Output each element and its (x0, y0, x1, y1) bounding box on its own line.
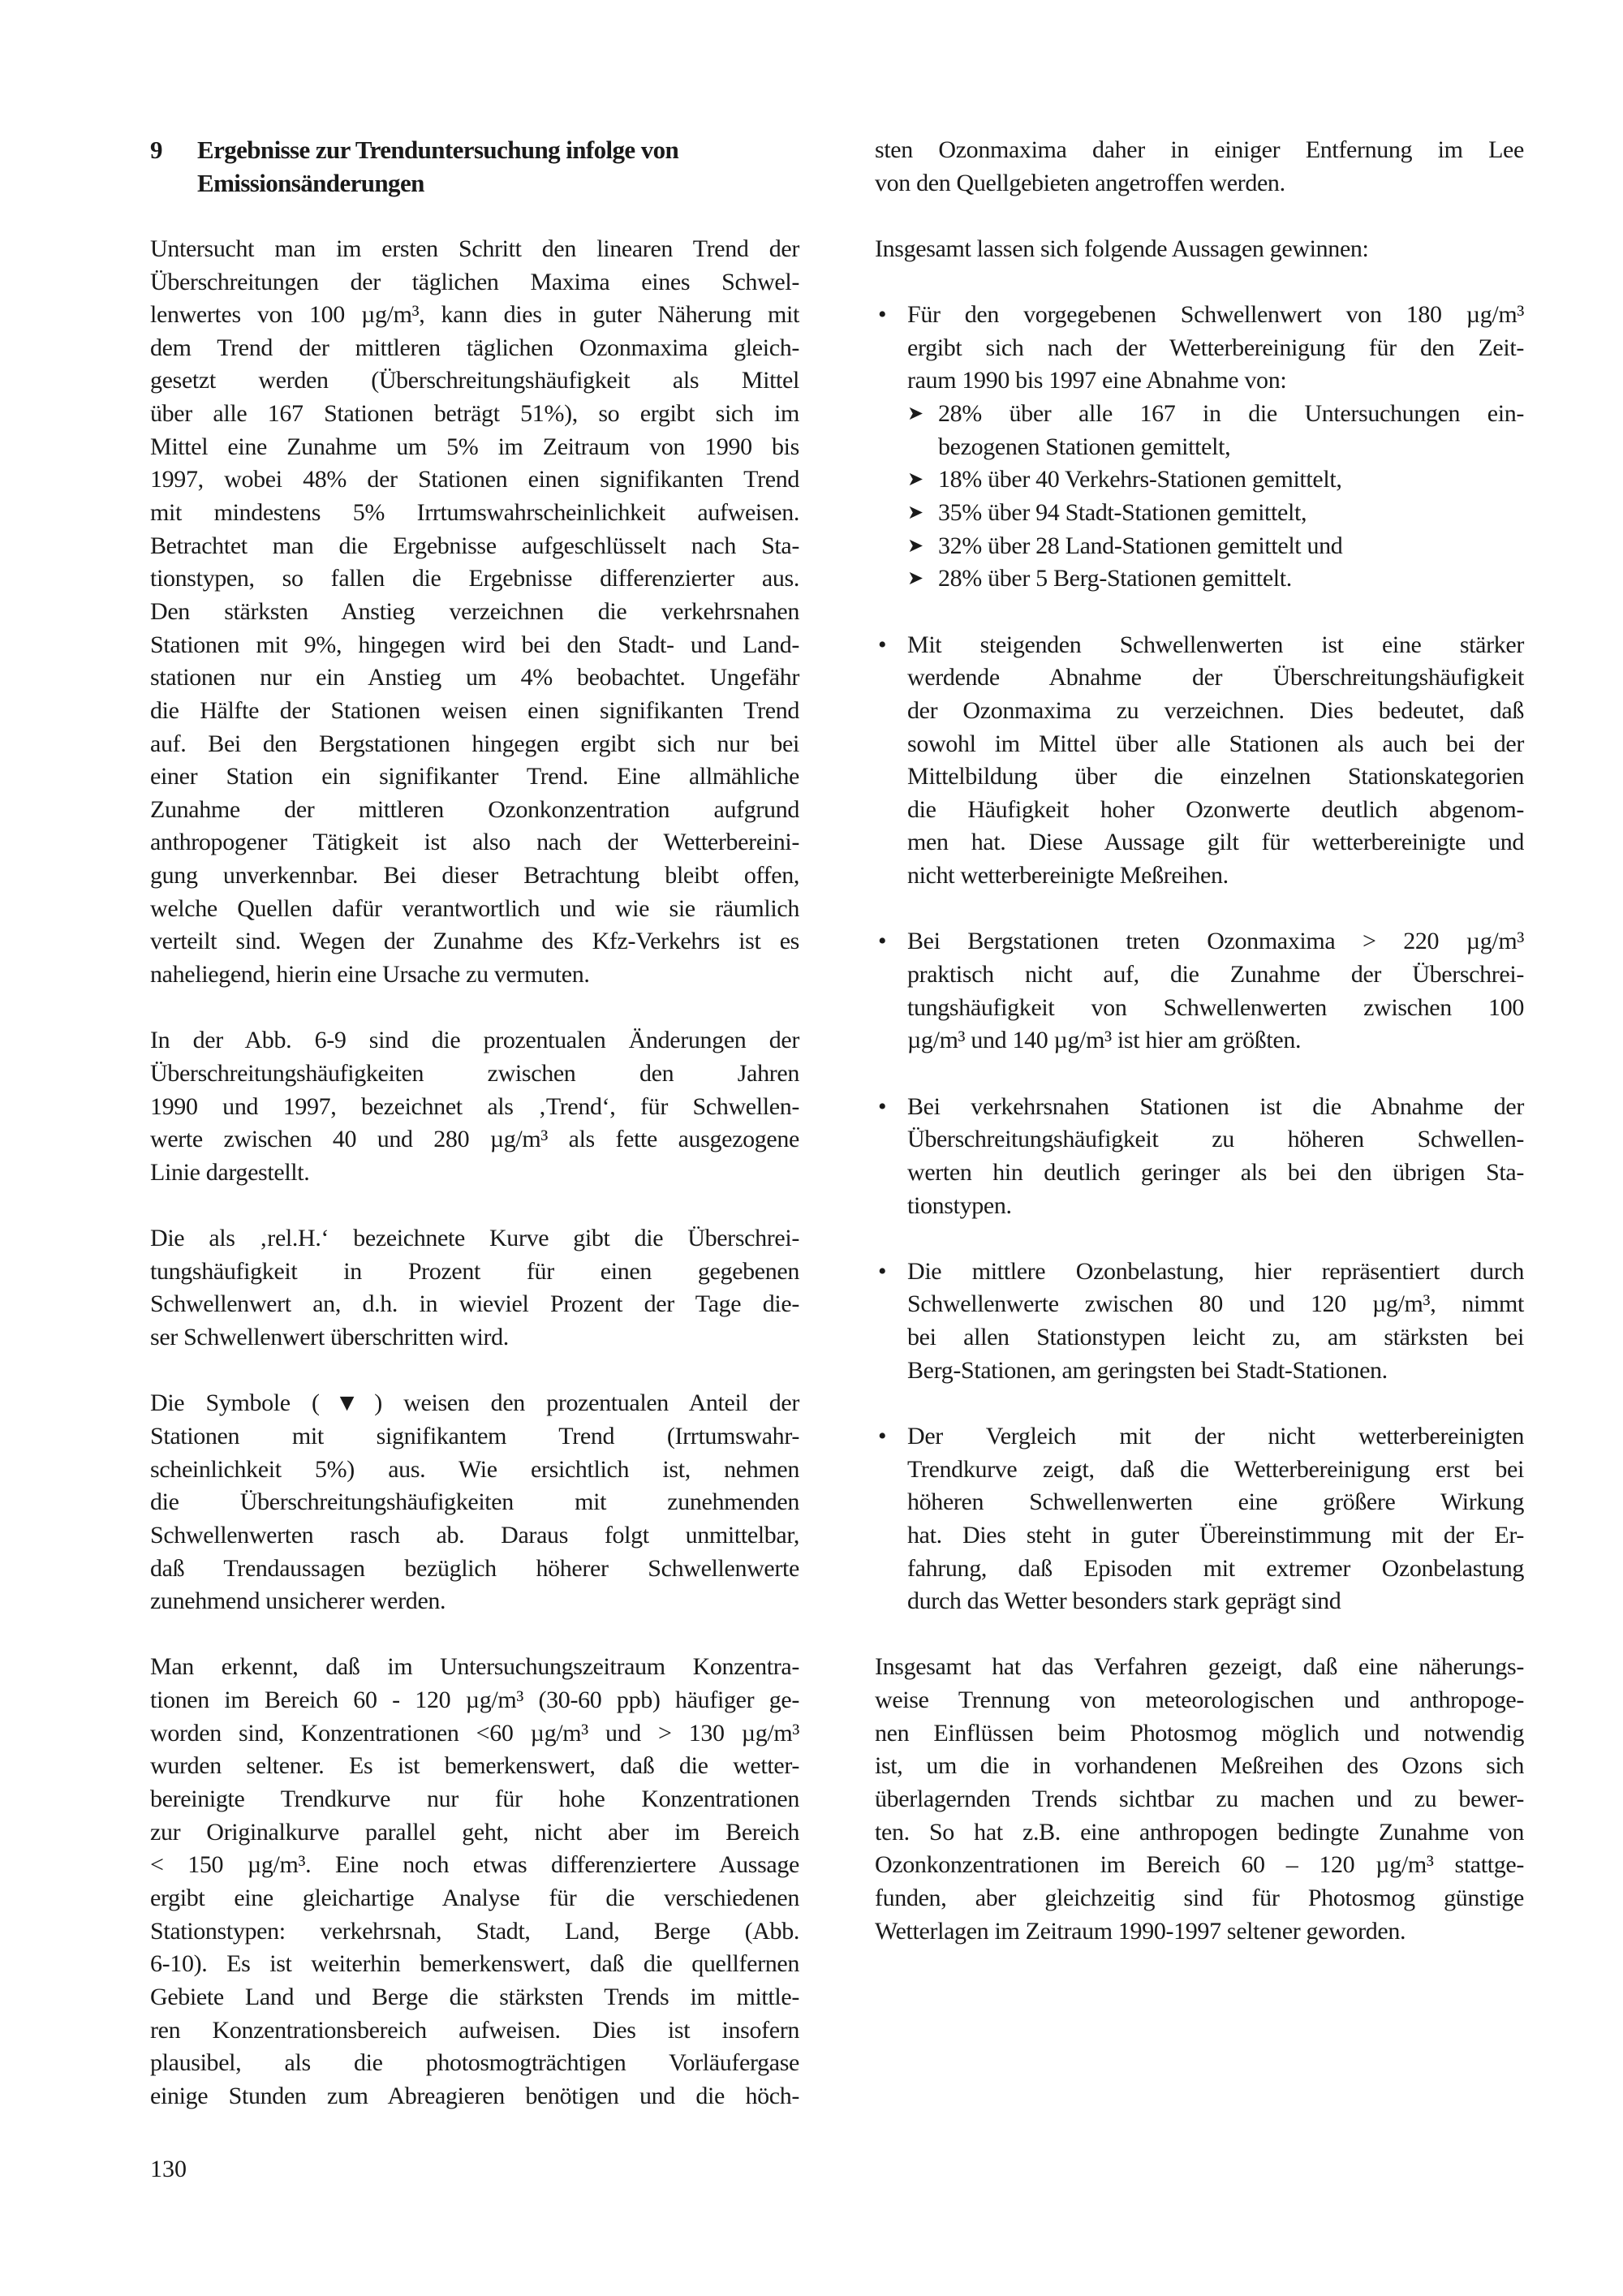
text-line: 6-10). Es ist weiterhin bemerkenswert, daß die quellfernen (150, 1950, 799, 1978)
text-line: weise Trennung von meteorologischen und anthropoge- (875, 1686, 1524, 1714)
text-line: ren Konzentrationsbereich aufweisen. Dies ist insofern (150, 2016, 799, 2044)
text-line: Mittel eine Zunahme um 5% im Zeitraum von 1990 bis (150, 433, 799, 460)
text-line: 32% über 28 Land-Stationen gemittelt und (938, 532, 1343, 559)
bullet-icon: • (878, 1257, 887, 1285)
arrow-bullet-icon: ➤ (907, 535, 923, 557)
text-line: Betrachtet man die Ergebnisse aufgeschlüsselt nach Sta- (150, 532, 799, 559)
arrow-bullet-icon: ➤ (907, 403, 923, 425)
text-line: Der Vergleich mit der nicht wetterbereinigten (907, 1422, 1524, 1450)
text-line: raum 1990 bis 1997 eine Abnahme von: (907, 367, 1287, 394)
sub-list-item (907, 497, 1524, 530)
paragraph (875, 134, 1524, 200)
text-line: worden sind, Konzentrationen <60 µg/m³ und > 130 µg/m³ (150, 1719, 799, 1747)
heading-line: Emissionsänderungen (197, 168, 424, 197)
text-line: zur Originalkurve parallel geht, nicht aber im Bereich (150, 1818, 799, 1846)
text-line: fahrung, daß Episoden mit extremer Ozonbelastung (907, 1554, 1524, 1582)
text-line: daß Trendaussagen bezüglich höherer Schwellenwerte (150, 1554, 799, 1582)
text-line: funden, aber gleichzeitig sind für Photosmog günstige (875, 1884, 1524, 1911)
paragraph (150, 1222, 799, 1355)
right-column (875, 134, 1524, 1981)
text-line: wurden seltener. Es ist bemerkenswert, daß die wetter- (150, 1752, 799, 1780)
text-line: Mittelbildung über die einzelnen Stationskategorien (907, 763, 1524, 790)
text-line: die Überschreitungshäufigkeiten mit zunehmenden (150, 1488, 799, 1516)
text-line: ist, um die in vorhandenen Meßreihen des Ozons sich (875, 1752, 1524, 1780)
text-line: Schwellenwerte zwischen 80 und 120 µg/m³, nimmt (907, 1290, 1524, 1318)
section-heading (150, 134, 799, 200)
text-line: Bei verkehrsnahen Stationen ist die Abnahme der (907, 1092, 1524, 1120)
text-line: höheren Schwellenwerten eine größere Wirkung (907, 1488, 1524, 1516)
text-line: anthropogener Tätigkeit ist also nach der Wetterbereini- (150, 829, 799, 856)
heading-line: Ergebnisse zur Trenduntersuchung infolge von (197, 136, 679, 164)
bullet-item (875, 299, 1524, 596)
text-line: lenwertes von 100 µg/m³, kann dies in guter Näherung mit (150, 301, 799, 329)
text-line: Die als ‚rel.H.‘ bezeichnete Kurve gibt die Überschrei- (150, 1225, 799, 1252)
text-line: ten. So hat z.B. eine anthropogen bedingte Zunahme von (875, 1818, 1524, 1846)
arrow-bullet-icon: ➤ (907, 502, 923, 524)
text-line: < 150 µg/m³. Eine noch etwas differenziertere Aussage (150, 1851, 799, 1879)
bullet-icon: • (878, 1092, 887, 1120)
text-line: werdende Abnahme der Überschreitungshäufigkeit (907, 664, 1524, 691)
bullet-item (875, 1420, 1524, 1618)
text-line: ergibt eine gleichartige Analyse für die verschiedenen (150, 1884, 799, 1911)
paragraph (150, 233, 799, 992)
text-line: Trendkurve zeigt, daß die Wetterbereinigung erst bei (907, 1455, 1524, 1483)
text-line: 1997, wobei 48% der Stationen einen signifikanten Trend (150, 466, 799, 493)
text-line: plausibel, als die photosmogträchtigen Vorläufergase (150, 2049, 799, 2077)
text-line: ergibt sich nach der Wetterbereinigung für den Zeit- (907, 334, 1524, 361)
sub-list-item (907, 398, 1524, 463)
text-line: Schwellenwert an, d.h. in wieviel Prozent der Tage die- (150, 1290, 799, 1318)
text-line: tionen im Bereich 60 - 120 µg/m³ (30-60 ppb) häufiger ge- (150, 1686, 799, 1714)
paragraph (150, 1387, 799, 1618)
text-line: ser Schwellenwert überschritten wird. (150, 1324, 509, 1351)
text-line: einige Stunden zum Abreagieren benötigen und die höch- (150, 2082, 799, 2109)
text-line: Berg-Stationen, am geringsten bei Stadt-Stationen. (907, 1356, 1388, 1384)
text-line: 35% über 94 Stadt-Stationen gemittelt, (938, 499, 1307, 527)
text-line: 28% über 5 Berg-Stationen gemittelt. (938, 565, 1292, 592)
bullet-icon: • (878, 1422, 887, 1450)
text-line: stationen nur ein Anstieg um 4% beobachtet. Ungefähr (150, 664, 799, 691)
text-line: Schwellenwerten rasch ab. Daraus folgt unmittelbar, (150, 1521, 799, 1549)
sub-list-item (907, 530, 1524, 563)
text-line: mit mindestens 5% Irrtumswahrscheinlichkeit aufweisen. (150, 499, 799, 527)
text-line: dem Trend der mittleren täglichen Ozonmaxima gleich- (150, 334, 799, 361)
text-line: Überschreitungshäufigkeit zu höheren Schwellen- (907, 1126, 1524, 1153)
text-line: 18% über 40 Verkehrs-Stationen gemittelt, (938, 466, 1342, 493)
page-number: 130 (150, 2156, 187, 2182)
text-line: Ozonkonzentrationen im Bereich 60 – 120 µg/m³ stattge- (875, 1851, 1524, 1879)
section-number: 9 (150, 136, 162, 164)
text-line: Zunahme der mittleren Ozonkonzentration aufgrund (150, 795, 799, 823)
paragraph (875, 233, 1524, 266)
text-line: Mit steigenden Schwellenwerten ist eine stärker (907, 631, 1524, 658)
text-line: Linie dargestellt. (150, 1158, 310, 1186)
text-line: zunehmend unsicherer werden. (150, 1587, 446, 1615)
text-line: nicht wetterbereinigte Meßreihen. (907, 862, 1229, 890)
text-line: Insgesamt lassen sich folgende Aussagen gewinnen: (875, 235, 1369, 262)
text-line: werten hin deutlich geringer als bei den übrigen Sta- (907, 1158, 1524, 1186)
text-line: Man erkennt, daß im Untersuchungszeitraum Konzentra- (150, 1653, 799, 1681)
text-line: verteilt sind. Wegen der Zunahme des Kfz-Verkehrs ist es (150, 928, 799, 955)
text-line: Wetterlagen im Zeitraum 1990-1997 seltener geworden. (875, 1917, 1406, 1945)
text-line: 28% über alle 167 in die Untersuchungen ein- (938, 400, 1524, 428)
text-line: Stationen mit 9%, hingegen wird bei den Stadt- und Land- (150, 631, 799, 658)
text-line: die Hälfte der Stationen weisen einen signifikanten Trend (150, 696, 799, 724)
text-line: gesetzt werden (Überschreitungshäufigkeit als Mittel (150, 367, 799, 394)
text-line: Überschreitungshäufigkeiten zwischen den Jahren (150, 1059, 799, 1087)
text-line: Die mittlere Ozonbelastung, hier repräsentiert durch (907, 1257, 1524, 1285)
bullet-item (875, 925, 1524, 1058)
sub-list-item (907, 562, 1524, 596)
text-line: scheinlichkeit 5%) aus. Wie ersichtlich ist, nehmen (150, 1455, 799, 1483)
text-line: nen Einflüssen beim Photosmog möglich und notwendig (875, 1719, 1524, 1747)
right-body (875, 134, 1524, 1948)
text-line: µg/m³ und 140 µg/m³ ist hier am größten. (907, 1027, 1302, 1054)
text-line: tungshäufigkeit in Prozent für einen gegebenen (150, 1257, 799, 1285)
text-line: bereinigte Trendkurve nur für hohe Konzentrationen (150, 1786, 799, 1813)
sub-list-item (907, 463, 1524, 497)
bullet-item (875, 1091, 1524, 1223)
text-line: hat. Dies steht in guter Übereinstimmung mit der Er- (907, 1521, 1524, 1549)
text-line: gung unverkennbar. Bei dieser Betrachtung bleibt offen, (150, 862, 799, 890)
arrow-bullet-icon: ➤ (907, 568, 923, 590)
paragraph (875, 1651, 1524, 1948)
text-line: bei allen Stationstypen leicht zu, am stärksten bei (907, 1324, 1524, 1351)
text-line: durch das Wetter besonders stark geprägt sind (907, 1587, 1341, 1615)
left-body (150, 233, 799, 2113)
text-line: sten Ozonmaxima daher in einiger Entfernung im Lee (875, 136, 1524, 163)
text-line: sowohl im Mittel über alle Stationen als auch bei der (907, 730, 1524, 757)
text-line: Gebiete Land und Berge die stärksten Trends im mittle- (150, 1983, 799, 2010)
arrow-bullet-icon: ➤ (907, 469, 923, 491)
bullet-item (875, 1256, 1524, 1388)
bullet-item (875, 629, 1524, 893)
text-line: praktisch nicht auf, die Zunahme der Überschrei- (907, 961, 1524, 989)
text-line: Stationstypen: verkehrsnah, Stadt, Land, Berge (Abb. (150, 1917, 799, 1945)
text-line: Insgesamt hat das Verfahren gezeigt, daß eine näherungs- (875, 1653, 1524, 1681)
text-line: auf. Bei den Bergstationen hingegen ergibt sich nur bei (150, 730, 799, 757)
text-line: 1990 und 1997, bezeichnet als ‚Trend‘, für Schwellen- (150, 1092, 799, 1120)
text-line: Für den vorgegebenen Schwellenwert von 180 µg/m³ (907, 301, 1524, 329)
text-line: Die Symbole (▼) weisen den prozentualen Anteil der (150, 1389, 799, 1417)
text-line: bezogenen Stationen gemittelt, (938, 433, 1231, 460)
text-line: men hat. Diese Aussage gilt für wetterbereinigte und (907, 829, 1524, 856)
paragraph (150, 1024, 799, 1189)
text-line: der Ozonmaxima zu verzeichnen. Dies bedeutet, daß (907, 696, 1524, 724)
bullet-icon: • (878, 631, 887, 658)
text-line: Den stärksten Anstieg verzeichnen die verkehrsnahen (150, 597, 799, 625)
text-line: welche Quellen dafür verantwortlich und wie sie räumlich (150, 894, 799, 922)
text-line: Überschreitungen der täglichen Maxima eines Schwel- (150, 268, 799, 295)
text-line: überlagernden Trends sichtbar zu machen und zu bewer- (875, 1786, 1524, 1813)
text-line: Bei Bergstationen treten Ozonmaxima > 220 µg/m³ (907, 928, 1524, 955)
text-line: von den Quellgebieten angetroffen werden. (875, 169, 1285, 196)
text-line: Untersucht man im ersten Schritt den linearen Trend der (150, 235, 799, 262)
text-line: In der Abb. 6-9 sind die prozentualen Änderungen der (150, 1027, 799, 1054)
text-line: Stationen mit signifikantem Trend (Irrtumswahr- (150, 1422, 799, 1450)
left-column (150, 134, 799, 2146)
text-line: tionstypen, so fallen die Ergebnisse differenzierter aus. (150, 565, 799, 592)
bullet-icon: • (878, 301, 887, 329)
text-line: werte zwischen 40 und 280 µg/m³ als fette ausgezogene (150, 1126, 799, 1153)
text-line: einer Station ein signifikanter Trend. Eine allmähliche (150, 763, 799, 790)
text-line: naheliegend, hierin eine Ursache zu vermuten. (150, 961, 590, 989)
text-line: die Häufigkeit hoher Ozonwerte deutlich abgenom- (907, 795, 1524, 823)
text-line: über alle 167 Stationen beträgt 51%), so ergibt sich im (150, 400, 799, 428)
text-line: tionstypen. (907, 1191, 1012, 1219)
bullet-icon: • (878, 928, 887, 955)
text-line: tungshäufigkeit von Schwellenwerten zwischen 100 (907, 993, 1524, 1021)
paragraph (150, 1651, 799, 2113)
